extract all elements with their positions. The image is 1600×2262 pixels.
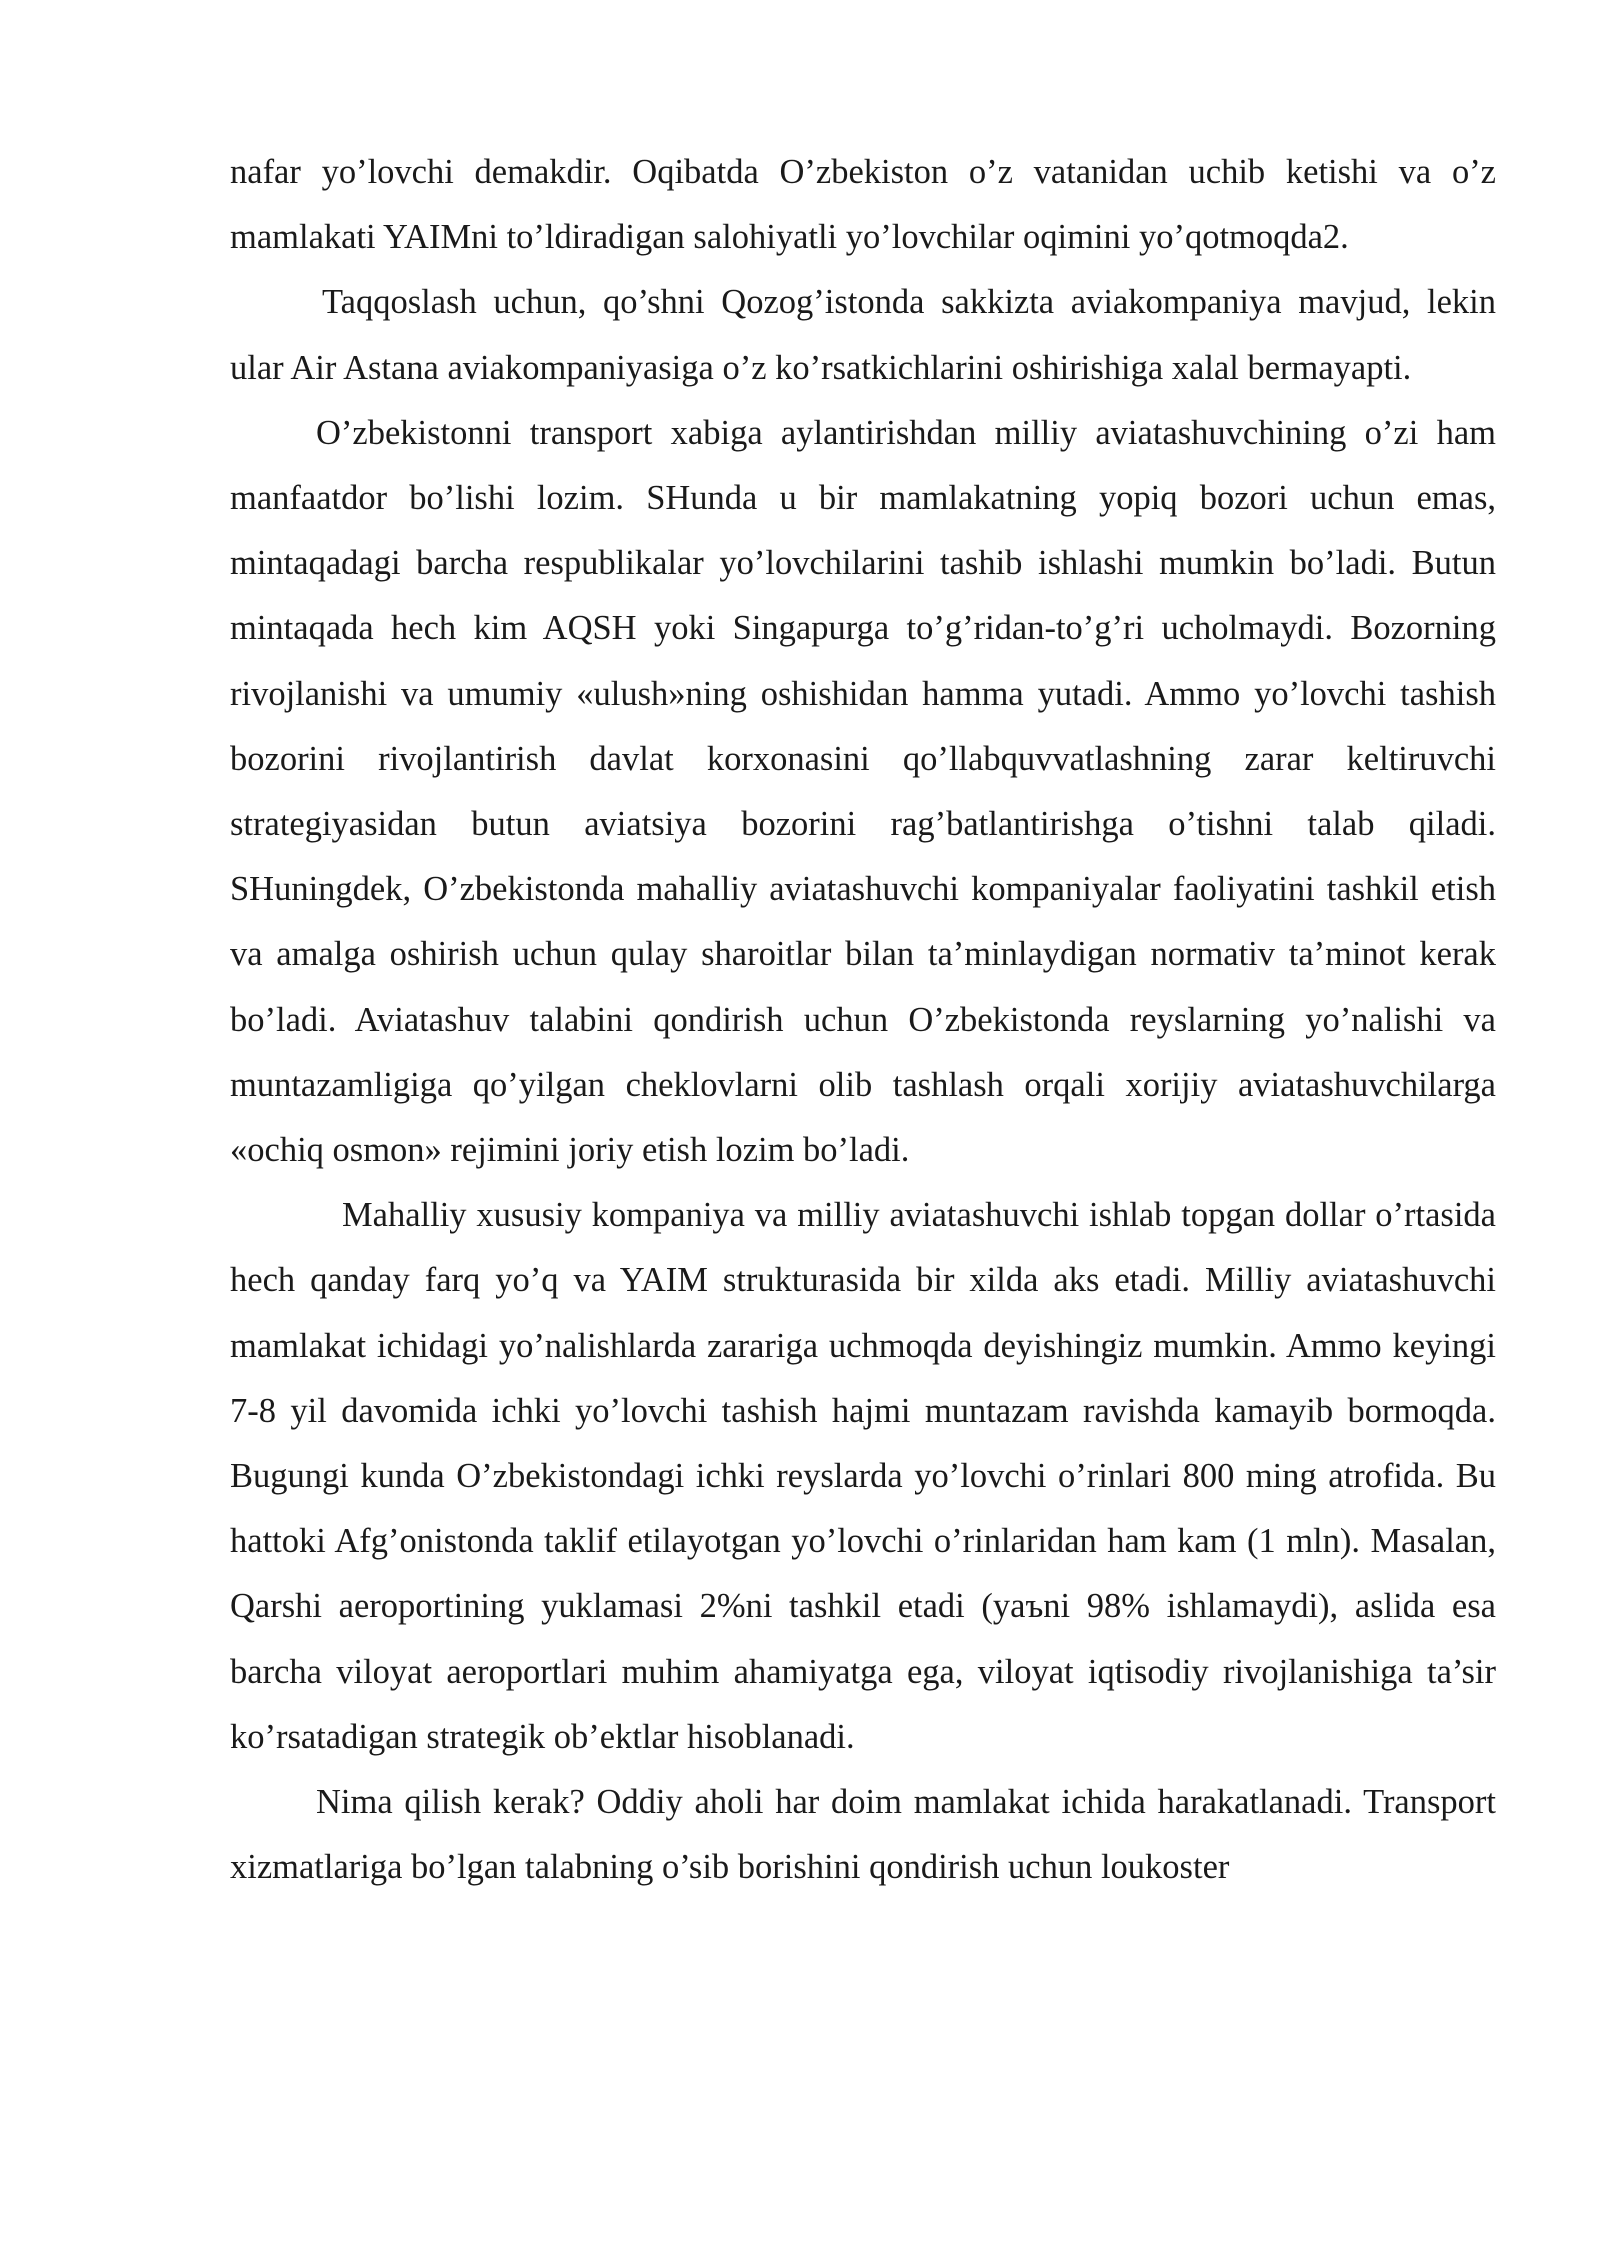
paragraph-continuation: nafar yo’lovchi demakdir. Oqibatda O’zbekiston o’z vatanidan uchib ketishi va o’z mamlakati YAIMni to’ldiradigan salohiyatli yo’lovchilar oqimini yo’qotmoqda2.	[230, 153, 1496, 257]
document-body	[230, 140, 1496, 1900]
paragraph-comparison: Taqqoslash uchun, qo’shni Qozog’istonda sakkizta aviakompaniya mavjud, lekin ular Air Astana aviakompaniyasiga o’z ko’rsatkichlarini oshirishiga xalal bermayapti.	[230, 283, 1496, 387]
paragraph-local-companies: Mahalliy xususiy kompaniya va milliy aviatashuvchi ishlab topgan dollar o’rtasida hech qanday farq yo’q va YAIM strukturasida bir xilda aks etadi. Milliy aviatashuvchi mamlakat ichidagi yo’nalishlarda zarariga uchmoqda deyishingiz mumkin. Ammo keyingi 7-8 yil davomida ichki yo’lovchi tashish hajmi muntazam ravishda kamayib bormoqda. Bugungi kunda O’zbekistondagi ichki reyslarda yo’lovchi o’rinlari 800 ming atrofida. Bu hattoki Afg’onistonda taklif etilayotgan yo’lovchi o’rinlaridan ham kam (1 mln). Masalan, Qarshi aeroportining yuklamasi 2%ni tashkil etadi (yaъni 98% ishlamaydi), aslida esa barcha viloyat aeroportlari muhim ahamiyatga ega, viloyat iqtisodiy rivojlanishiga ta’sir ko’rsatadigan strategik ob’ektlar hisoblanadi.	[230, 1196, 1496, 1756]
paragraph-what-to-do: Nima qilish kerak? Oddiy aholi har doim mamlakat ichida harakatlanadi. Transport xizmatlariga bo’lgan talabning o’sib borishini qondirish uchun loukoster	[230, 1783, 1496, 1887]
paragraph-transport-hub: O’zbekistonni transport xabiga aylantirishdan milliy aviatashuvchining o’zi ham manfaatdor bo’lishi lozim. SHunda u bir mamlakatning yopiq bozori uchun emas, mintaqadagi barcha respublikalar yo’lovchilarini tashib ishlashi mumkin bo’ladi. Butun mintaqada hech kim AQSH yoki Singapurga to’g’ridan-to’g’ri ucholmaydi. Bozorning rivojlanishi va umumiy «ulush»ning oshishidan hamma yutadi. Ammo yo’lovchi tashish bozorini rivojlantirish davlat korxonasini qo’llabquvvatlashning zarar keltiruvchi strategiyasidan butun aviatsiya bozorini rag’batlantirishga o’tishni talab qiladi. SHuningdek, O’zbekistonda mahalliy aviatashuvchi kompaniyalar faoliyatini tashkil etish va amalga oshirish uchun qulay sharoitlar bilan ta’minlaydigan normativ ta’minot kerak bo’ladi. Aviatashuv talabini qondirish uchun O’zbekistonda reyslarning yo’nalishi va muntazamligiga qo’yilgan cheklovlarni olib tashlash orqali xorijiy aviatashuvchilarga «ochiq osmon» rejimini joriy etish lozim bo’ladi.	[230, 413, 1496, 1170]
